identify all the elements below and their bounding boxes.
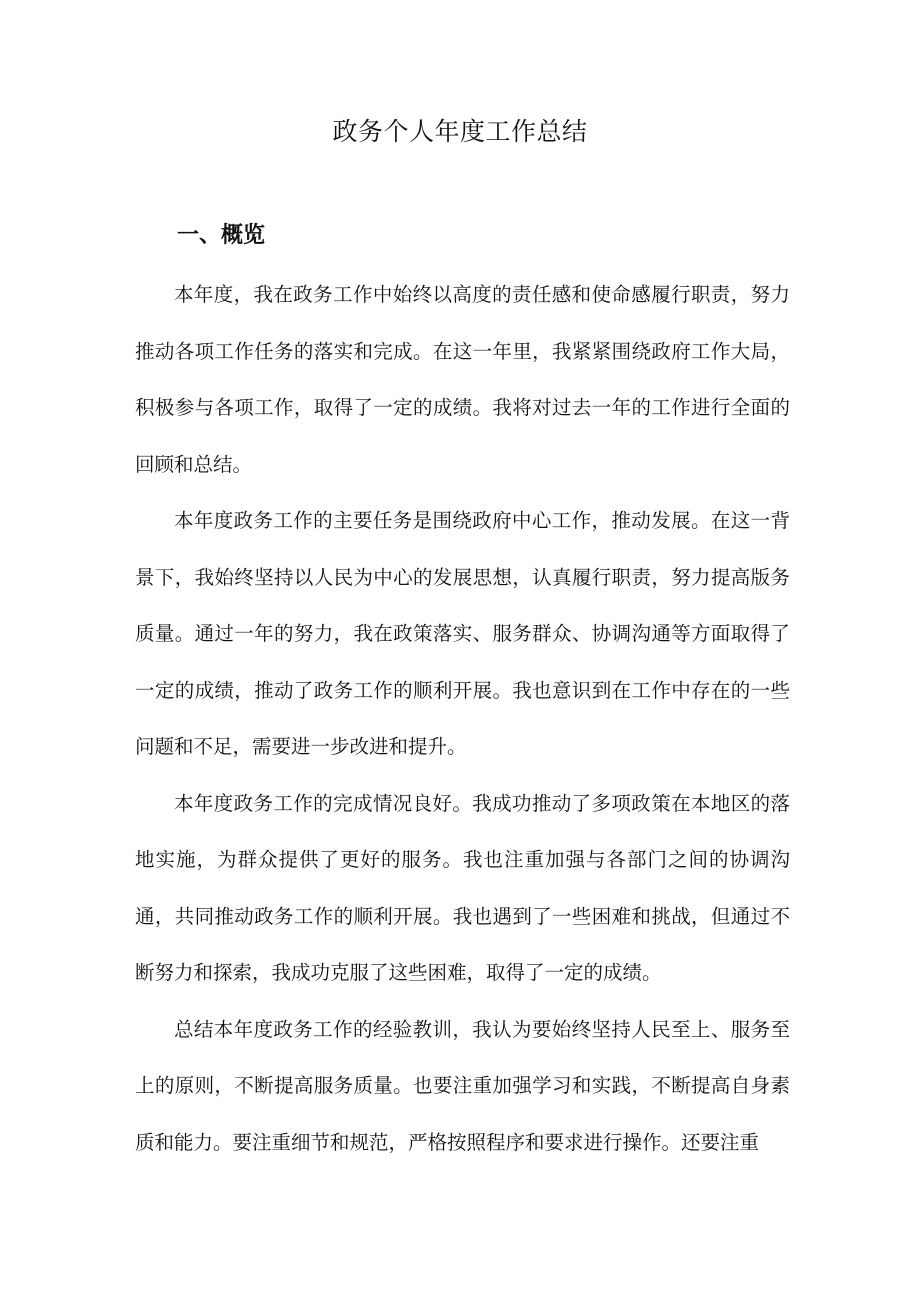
paragraph-2: 本年度政务工作的主要任务是围绕政府中心工作，推动发展。在这一背景下，我始终坚持以人民为中心的发展思想，认真履行职责，努力提高版务质量。通过一年的努力，我在政策落实、服务群众、协调沟通等方面取得了一定的成绩，推动了政务工作的顺利开展。我也意识到在工作中存在的一些问题和不足，需要进一步改进和提升。 [135, 509, 790, 758]
paragraph-3: 本年度政务工作的完成情况良好。我成功推动了多项政策在本地区的落地实施，为群众提供了更好的服务。我也注重加强与各部门之间的协调沟通，共同推动政务工作的顺利开展。我也遇到了一些困难和挑战，但通过不断努力和探索，我成功克服了这些困难，取得了一定的成绩。 [135, 791, 790, 984]
document-title: 政务个人年度工作总结 [332, 117, 588, 146]
paragraph-4: 总结本年度政务工作的经验教训，我认为要始终坚持人民至上、服务至上的原则，不断提高服务质量。也要注重加强学习和实践，不断提高自身素质和能力。要注重细节和规范，严格按照程序和要求进行操作。还要注重 [135, 1017, 790, 1154]
paragraph-1: 本年度，我在政务工作中始终以高度的责任感和使命感履行职责，努力推动各项工作任务的落实和完成。在这一年里，我紧紧围绕政府工作大局，积极参与各项工作，取得了一定的成绩。我将对过去一年的工作进行全面的回顾和总结。 [135, 283, 790, 476]
section-body [135, 267, 790, 1171]
section-heading-overview: 一、概览 [177, 223, 266, 248]
